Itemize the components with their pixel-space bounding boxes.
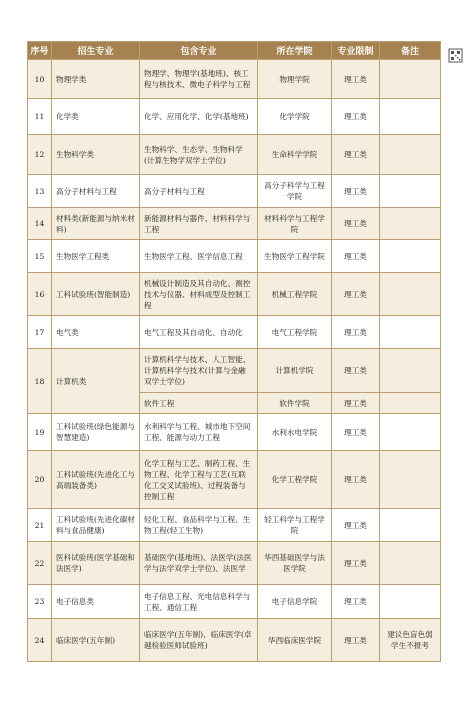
major-name: 工科试验班(智能制造) <box>52 273 140 316</box>
school-name: 华西临床医学院 <box>258 619 332 662</box>
remark <box>380 349 441 393</box>
major-name: 计算机类 <box>52 349 140 414</box>
school-name: 生物医学工程学院 <box>258 240 332 273</box>
major-name: 医科试验班(医学基础和法医学) <box>52 542 140 585</box>
table-row <box>28 60 441 99</box>
major-limit: 理工类 <box>332 60 380 99</box>
table-row <box>28 542 441 585</box>
major-limit: 理工类 <box>332 451 380 509</box>
table-row <box>28 585 441 619</box>
header-school: 所在学院 <box>258 42 332 60</box>
table-row <box>28 619 441 662</box>
row-number: 19 <box>28 414 52 451</box>
major-name: 高分子材料与工程 <box>52 175 140 208</box>
major-name: 材料类(新能源与纳米材料) <box>52 208 140 240</box>
remark <box>380 99 441 135</box>
included-majors-sub: 软件工程 <box>140 393 258 414</box>
included-majors: 生物医学工程、医学信息工程 <box>140 240 258 273</box>
remark <box>380 451 441 509</box>
school-name: 生命科学学院 <box>258 135 332 175</box>
table-row <box>28 451 441 509</box>
school-name: 化学学院 <box>258 99 332 135</box>
major-name: 电子信息类 <box>52 585 140 619</box>
included-majors: 计算机科学与技术、人工智能、计算机科学与技术(计算与金融双学士学位) <box>140 349 258 393</box>
row-number: 16 <box>28 273 52 316</box>
row-number: 13 <box>28 175 52 208</box>
remark <box>380 585 441 619</box>
row-number: 22 <box>28 542 52 585</box>
table-row <box>28 273 441 316</box>
included-majors: 基础医学(基地班)、法医学(法医学与法学双学士学位)、法医学 <box>140 542 258 585</box>
major-limit: 理工类 <box>332 585 380 619</box>
school-name: 材料科学与工程学院 <box>258 208 332 240</box>
header-no: 序号 <box>28 42 52 60</box>
included-majors: 机械设计制造及其自动化、测控技术与仪器、材料成型及控制工程 <box>140 273 258 316</box>
school-name: 计算机学院 <box>258 349 332 393</box>
table-header-row <box>28 42 441 60</box>
included-majors: 电子信息工程、光电信息科学与工程、通信工程 <box>140 585 258 619</box>
major-limit: 理工类 <box>332 619 380 662</box>
row-number: 12 <box>28 135 52 175</box>
included-majors: 电气工程及其自动化、自动化 <box>140 316 258 349</box>
row-number: 24 <box>28 619 52 662</box>
major-name: 电气类 <box>52 316 140 349</box>
major-name: 生物医学工程类 <box>52 240 140 273</box>
row-number: 11 <box>28 99 52 135</box>
row-number: 18 <box>28 349 52 414</box>
remark <box>380 316 441 349</box>
major-name: 临床医学(五年制) <box>52 619 140 662</box>
school-name: 华西基础医学与法医学院 <box>258 542 332 585</box>
row-number: 20 <box>28 451 52 509</box>
row-number: 10 <box>28 60 52 99</box>
major-name: 生物科学类 <box>52 135 140 175</box>
table-row <box>28 99 441 135</box>
school-name: 水利水电学院 <box>258 414 332 451</box>
included-majors: 轻化工程、食品科学与工程、生物工程(轻工生物) <box>140 509 258 542</box>
table-row <box>28 175 441 208</box>
major-limit: 理工类 <box>332 135 380 175</box>
row-number: 23 <box>28 585 52 619</box>
major-limit: 理工类 <box>332 175 380 208</box>
school-name: 化学工程学院 <box>258 451 332 509</box>
remark <box>380 509 441 542</box>
school-name: 机械工程学院 <box>258 273 332 316</box>
header-limit: 专业限制 <box>332 42 380 60</box>
major-name: 工科试验班(先进化工与高端装备类) <box>52 451 140 509</box>
included-majors: 高分子材料与工程 <box>140 175 258 208</box>
remark <box>380 414 441 451</box>
included-majors: 化学、应用化学、化学(基地班) <box>140 99 258 135</box>
major-name: 工科试验班(先进化碳材料与食品健康) <box>52 509 140 542</box>
school-name: 电气工程学院 <box>258 316 332 349</box>
remark: 建议色盲色弱学生不报考 <box>380 619 441 662</box>
remark <box>380 60 441 99</box>
remark-sub <box>380 393 441 414</box>
major-limit: 理工类 <box>332 99 380 135</box>
table-row <box>28 135 441 175</box>
admissions-table <box>27 41 441 662</box>
school-name: 物理学院 <box>258 60 332 99</box>
included-majors: 临床医学(五年制)、临床医学(卓越检验医师试验班) <box>140 619 258 662</box>
major-name: 化学类 <box>52 99 140 135</box>
school-name: 高分子科学与工程学院 <box>258 175 332 208</box>
school-name: 电子信息学院 <box>258 585 332 619</box>
header-included: 包含专业 <box>140 42 258 60</box>
included-majors: 化学工程与工艺、制药工程、生物工程、化学工程与工艺(互联化工交叉试验班)、过程装备与控制工程 <box>140 451 258 509</box>
row-number: 15 <box>28 240 52 273</box>
major-limit: 理工类 <box>332 316 380 349</box>
major-limit: 理工类 <box>332 240 380 273</box>
major-limit: 理工类 <box>332 349 380 393</box>
remark <box>380 135 441 175</box>
table-row <box>28 509 441 542</box>
major-limit: 理工类 <box>332 542 380 585</box>
header-note: 备注 <box>380 42 441 60</box>
major-limit: 理工类 <box>332 509 380 542</box>
remark <box>380 273 441 316</box>
remark <box>380 542 441 585</box>
header-major: 招生专业 <box>52 42 140 60</box>
table-row <box>28 208 441 240</box>
included-majors: 新能源材料与器件、材料科学与工程 <box>140 208 258 240</box>
school-name: 轻工科学与工程学院 <box>258 509 332 542</box>
qr-code-icon[interactable] <box>447 47 464 64</box>
table-row <box>28 316 441 349</box>
major-limit: 理工类 <box>332 273 380 316</box>
row-number: 17 <box>28 316 52 349</box>
remark <box>380 240 441 273</box>
remark <box>380 208 441 240</box>
included-majors: 生物科学、生态学、生物科学(计算生物学双学士学位) <box>140 135 258 175</box>
included-majors: 水利科学与工程、城市地下空间工程、能源与动力工程 <box>140 414 258 451</box>
table-row <box>28 349 441 393</box>
row-number: 21 <box>28 509 52 542</box>
major-limit: 理工类 <box>332 414 380 451</box>
major-limit-sub: 理工类 <box>332 393 380 414</box>
included-majors: 物理学、物理学(基地班)、核工程与核技术、微电子科学与工程 <box>140 60 258 99</box>
school-name-sub: 软件学院 <box>258 393 332 414</box>
remark <box>380 175 441 208</box>
row-number: 14 <box>28 208 52 240</box>
major-name: 工科试验班(绿色能源与智慧建造) <box>52 414 140 451</box>
table-row <box>28 414 441 451</box>
major-limit: 理工类 <box>332 208 380 240</box>
table-row <box>28 240 441 273</box>
major-name: 物理学类 <box>52 60 140 99</box>
